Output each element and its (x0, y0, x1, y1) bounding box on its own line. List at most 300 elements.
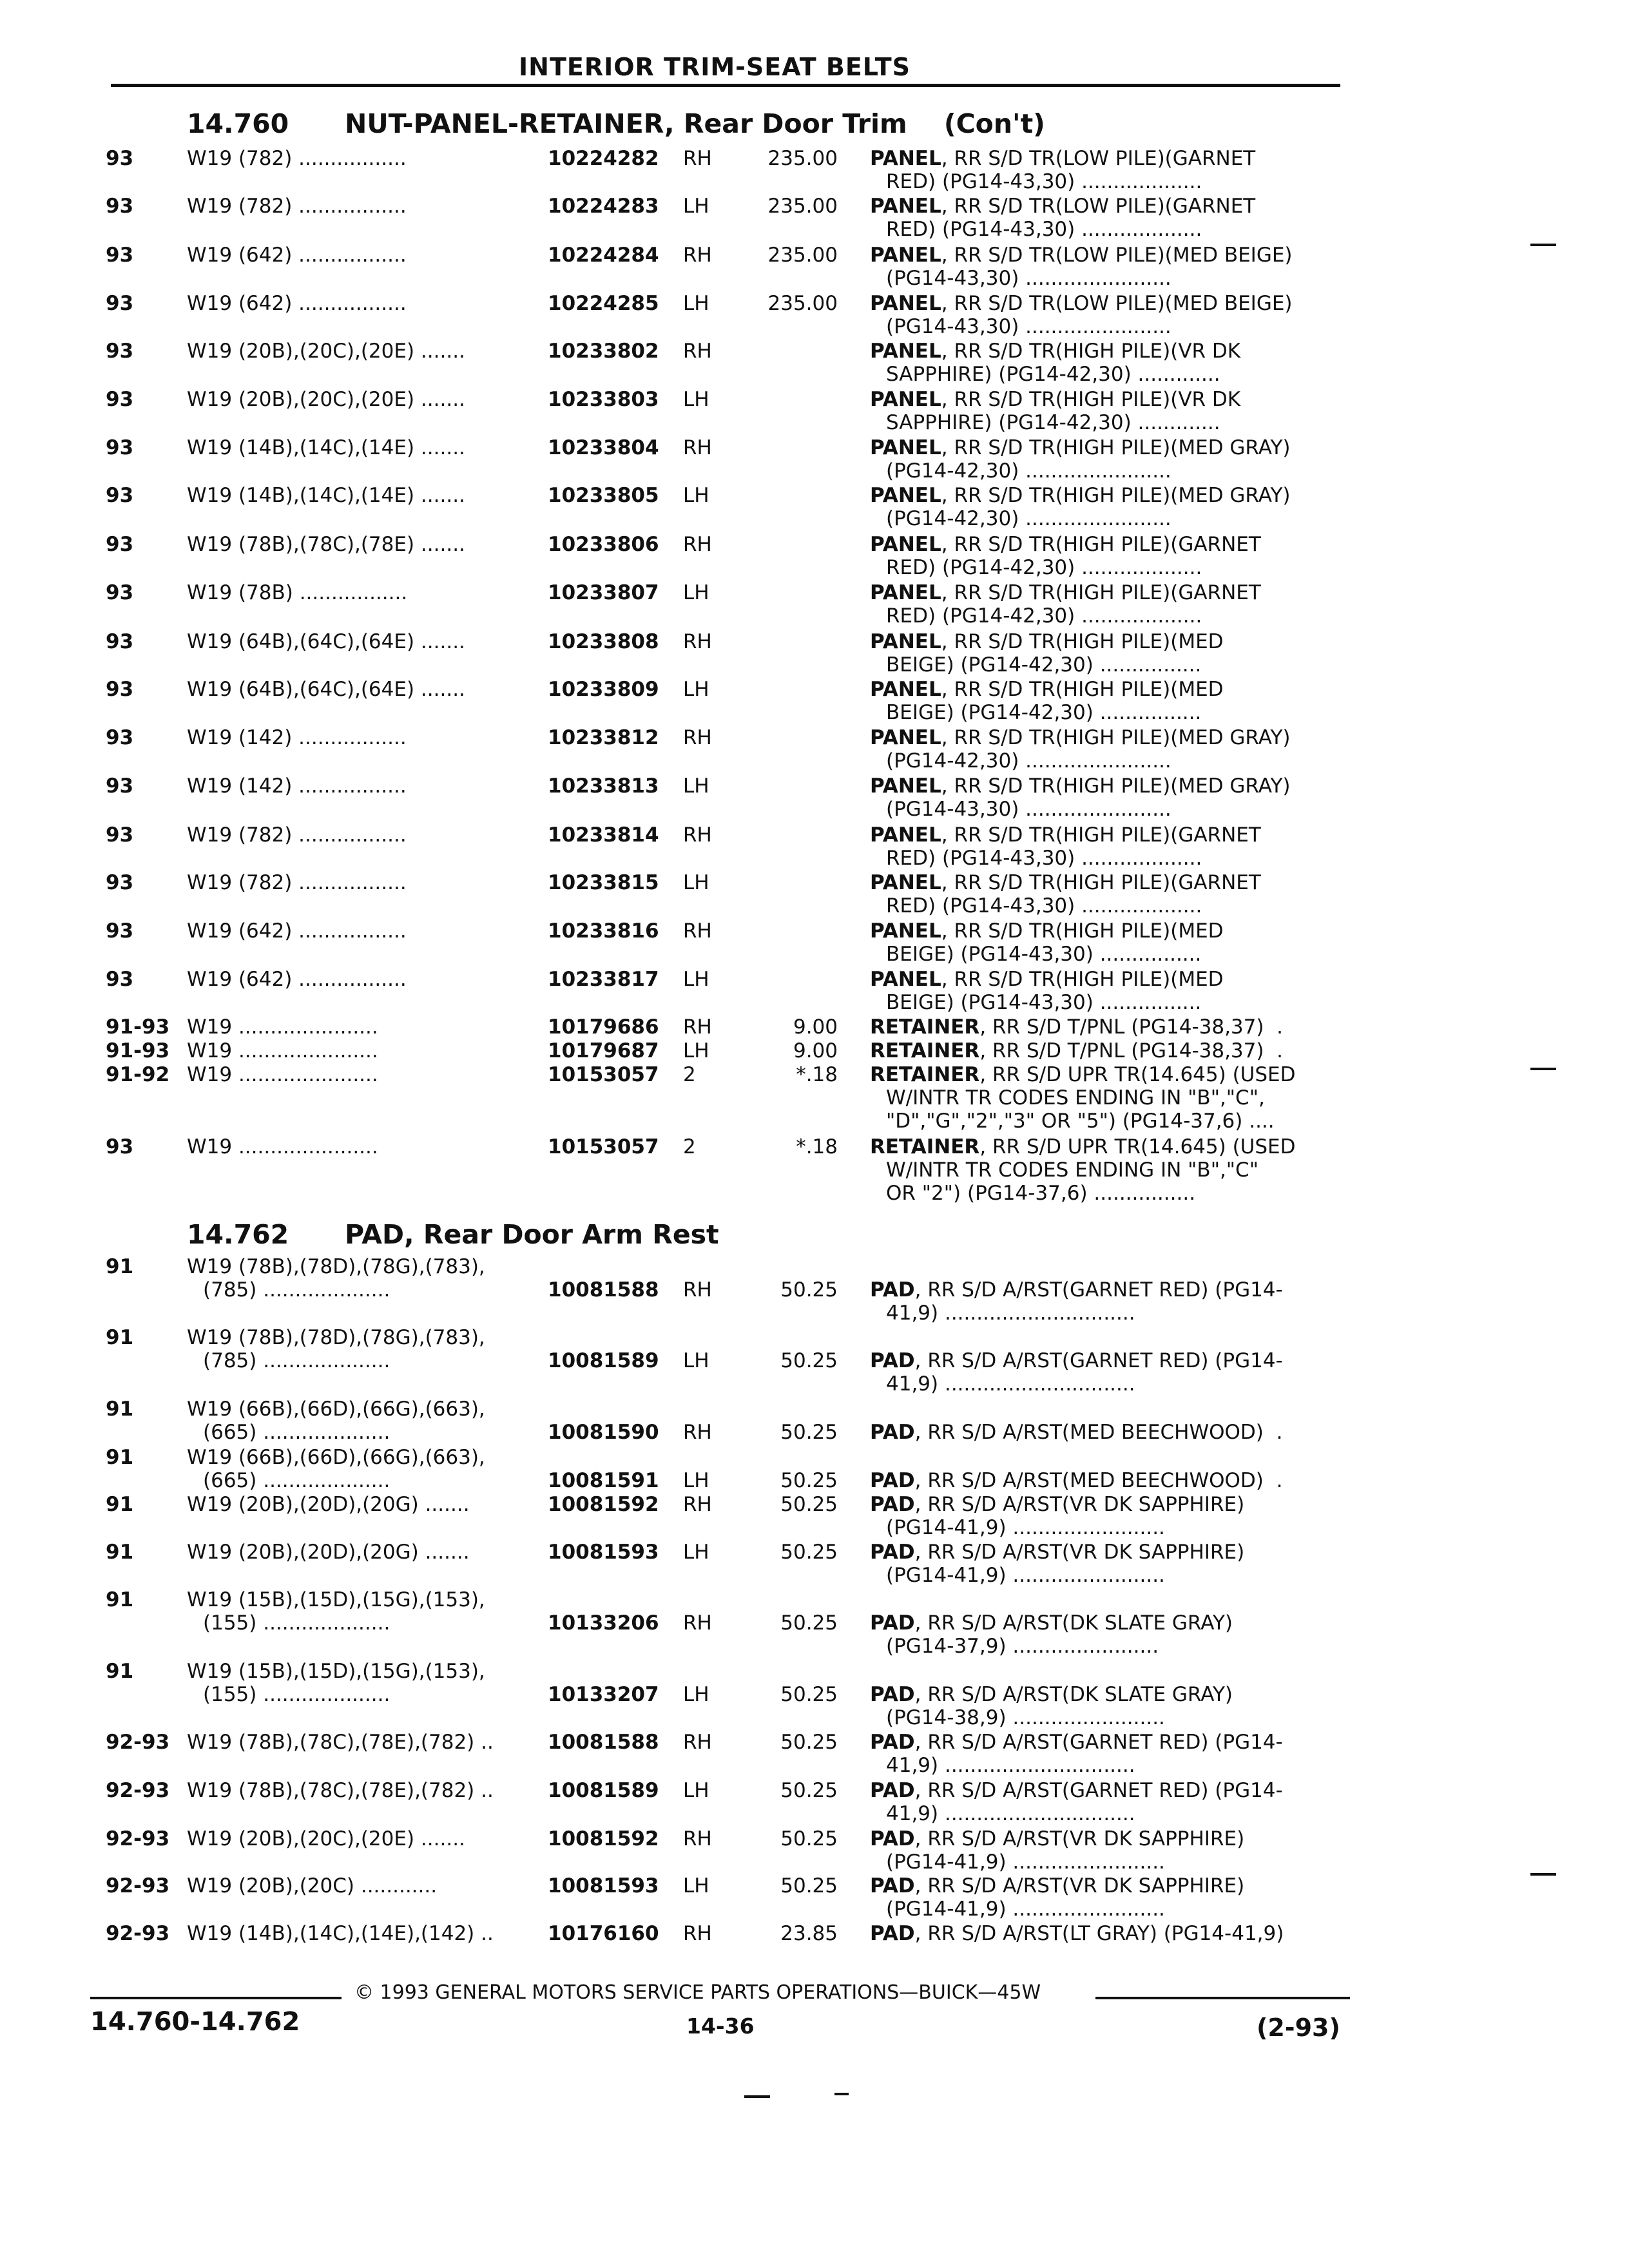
application-continued: (665) .................... (203, 1421, 390, 1444)
price: 50.25 (780, 1349, 838, 1372)
model-year: 92-93 (106, 1874, 170, 1898)
description-text: , RR S/D TR(HIGH PILE)(MED (941, 630, 1224, 653)
description-continued: (PG14-41,9) ........................ (886, 1564, 1165, 1587)
price: 235.00 (767, 147, 838, 170)
part-number: 10224282 (548, 147, 659, 170)
description-continued: 41,9) .............................. (886, 1302, 1135, 1325)
description-continued: 41,9) .............................. (886, 1754, 1135, 1777)
application: W19 (642) ................. (187, 968, 407, 991)
part-number: 10081589 (548, 1349, 659, 1372)
description-text: , RR S/D TR(LOW PILE)(MED BEIGE) (941, 292, 1293, 315)
description-text: , RR S/D T/PNL (PG14-38,37) . (979, 1015, 1284, 1039)
description (870, 1469, 1340, 1492)
description-continued: RED) (PG14-42,30) ................... (886, 604, 1202, 628)
description-text: , RR S/D A/RST(VR DK SAPPHIRE) (914, 1874, 1245, 1898)
part-name: RETAINER (870, 1039, 980, 1062)
application-continued: (155) .................... (203, 1611, 390, 1635)
application: W19 (20B),(20C),(20E) ....... (187, 1827, 465, 1850)
description (870, 919, 1340, 943)
description-continued: (PG14-42,30) ....................... (886, 749, 1171, 773)
application: W19 (782) ................. (187, 871, 407, 894)
part-name: PANEL (870, 388, 941, 411)
description-text: , RR S/D A/RST(DK SLATE GRAY) (914, 1611, 1233, 1635)
application: W19 (78B) ................. (187, 581, 408, 604)
description (870, 1135, 1340, 1158)
description-text: , RR S/D TR(LOW PILE)(GARNET (941, 147, 1256, 170)
part-name: PAD (870, 1541, 915, 1564)
description (870, 292, 1340, 315)
price: 50.25 (780, 1541, 838, 1564)
description-text: , RR S/D A/RST(GARNET RED) (PG14- (914, 1779, 1283, 1802)
part-entry (97, 195, 1353, 242)
part-number: 10233817 (548, 968, 659, 991)
part-number: 10179687 (548, 1039, 659, 1062)
description-text: , RR S/D TR(HIGH PILE)(MED (941, 968, 1224, 991)
footer-page-number: 14-36 (686, 2013, 755, 2039)
application: W19 (20B),(20C),(20E) ....... (187, 340, 465, 363)
part-number: 10233808 (548, 630, 659, 653)
part-entry (97, 1779, 1353, 1827)
quantity: RH (683, 1922, 712, 1945)
part-name: PANEL (870, 919, 941, 943)
model-year: 93 (106, 292, 134, 315)
description (870, 726, 1340, 749)
description-text: , RR S/D TR(HIGH PILE)(MED (941, 919, 1224, 943)
application: W19 (20B),(20D),(20G) ....... (187, 1493, 470, 1516)
description (870, 1278, 1340, 1302)
description-text: , RR S/D TR(HIGH PILE)(GARNET (941, 823, 1261, 847)
description-continued: BEIGE) (PG14-42,30) ................ (886, 653, 1202, 677)
price: 235.00 (767, 195, 838, 218)
section-name: NUT-PANEL-RETAINER, Rear Door Trim (Con't) (345, 108, 1045, 139)
quantity: RH (683, 1421, 712, 1444)
description-text: , RR S/D TR(LOW PILE)(MED BEIGE) (941, 244, 1293, 267)
description (870, 1039, 1340, 1062)
price: 235.00 (767, 244, 838, 267)
description (870, 871, 1340, 894)
description-text: , RR S/D A/RST(GARNET RED) (PG14- (914, 1278, 1283, 1302)
description (870, 1731, 1340, 1754)
part-entry (97, 1660, 1353, 1729)
model-year: 93 (106, 871, 134, 894)
part-name: PAD (870, 1493, 915, 1516)
application: W19 (78B),(78D),(78G),(783), (187, 1326, 485, 1349)
application: W19 (142) ................. (187, 726, 407, 749)
part-name: PAD (870, 1922, 915, 1945)
quantity: RH (683, 726, 712, 749)
part-number: 10233804 (548, 436, 659, 459)
description (870, 1874, 1340, 1898)
description (870, 968, 1340, 991)
part-number: 10133206 (548, 1611, 659, 1635)
description-continued: 41,9) .............................. (886, 1372, 1135, 1396)
part-number: 10153057 (548, 1135, 659, 1158)
page-title: INTERIOR TRIM-SEAT BELTS (519, 53, 911, 81)
part-entry (97, 630, 1353, 678)
part-name: PANEL (870, 244, 941, 267)
model-year: 93 (106, 823, 134, 847)
description-continued: BEIGE) (PG14-43,30) ................ (886, 943, 1202, 966)
part-number: 10233807 (548, 581, 659, 604)
part-name: PAD (870, 1731, 915, 1754)
price: 50.25 (780, 1683, 838, 1706)
margin-mark (1530, 244, 1556, 246)
description-continued: (PG14-41,9) ........................ (886, 1516, 1165, 1539)
part-name: PANEL (870, 195, 941, 218)
model-year: 93 (106, 678, 134, 701)
part-number: 10233806 (548, 533, 659, 556)
price: 50.25 (780, 1421, 838, 1444)
part-number: 10224284 (548, 244, 659, 267)
model-year: 92-93 (106, 1922, 170, 1945)
description-text: , RR S/D TR(HIGH PILE)(MED GRAY) (941, 726, 1291, 749)
description (870, 484, 1340, 507)
application: W19 (20B),(20D),(20G) ....... (187, 1541, 470, 1564)
quantity: LH (683, 774, 709, 798)
quantity: RH (683, 1493, 712, 1516)
part-number: 10233803 (548, 388, 659, 411)
application: W19 (642) ................. (187, 919, 407, 943)
description-continued: (PG14-41,9) ........................ (886, 1850, 1165, 1874)
quantity: RH (683, 436, 712, 459)
margin-mark (744, 2095, 770, 2098)
model-year: 91 (106, 1493, 134, 1516)
application: W19 (782) ................. (187, 823, 407, 847)
price: 50.25 (780, 1874, 838, 1898)
description-continued: RED) (PG14-42,30) ................... (886, 556, 1202, 579)
model-year: 91 (106, 1588, 134, 1611)
description-continued: OR "2") (PG14-37,6) ................ (886, 1182, 1196, 1205)
description (870, 1349, 1340, 1372)
part-name: PANEL (870, 581, 941, 604)
part-number: 10081592 (548, 1493, 659, 1516)
part-name: PAD (870, 1349, 915, 1372)
quantity: LH (683, 678, 709, 701)
description (870, 1063, 1340, 1086)
description-continued: (PG14-43,30) ....................... (886, 315, 1171, 338)
application: W19 ...................... (187, 1039, 378, 1062)
price: 23.85 (780, 1922, 838, 1945)
part-entry (97, 340, 1353, 387)
application: W19 (20B),(20C),(20E) ....... (187, 388, 465, 411)
model-year: 93 (106, 340, 134, 363)
model-year: 93 (106, 484, 134, 507)
margin-mark (1530, 1873, 1556, 1876)
model-year: 92-93 (106, 1731, 170, 1754)
part-number: 10233815 (548, 871, 659, 894)
model-year: 93 (106, 436, 134, 459)
description (870, 436, 1340, 459)
description (870, 581, 1340, 604)
part-name: PANEL (870, 678, 941, 701)
price: *.18 (796, 1063, 838, 1086)
section-header (0, 108, 1629, 140)
description-text: , RR S/D A/RST(LT GRAY) (PG14-41,9) (914, 1922, 1284, 1945)
quantity: LH (683, 581, 709, 604)
description (870, 630, 1340, 653)
part-name: PANEL (870, 823, 941, 847)
description-text: , RR S/D A/RST(GARNET RED) (PG14- (914, 1349, 1283, 1372)
description (870, 147, 1340, 170)
model-year: 91 (106, 1326, 134, 1349)
description-continued: (PG14-37,9) ....................... (886, 1635, 1159, 1658)
description-continued: W/INTR TR CODES ENDING IN "B","C", (886, 1086, 1265, 1110)
price: 50.25 (780, 1278, 838, 1302)
description-text: , RR S/D UPR TR(14.645) (USED (979, 1063, 1296, 1086)
application: W19 (66B),(66D),(66G),(663), (187, 1398, 485, 1421)
price: 9.00 (793, 1039, 838, 1062)
part-name: PANEL (870, 484, 941, 507)
part-entry (97, 147, 1353, 195)
description-continued: (PG14-42,30) ....................... (886, 507, 1171, 530)
quantity: RH (683, 340, 712, 363)
model-year: 93 (106, 147, 134, 170)
application: W19 ...................... (187, 1063, 378, 1086)
quantity: LH (683, 292, 709, 315)
description-continued: "D","G","2","3" OR "5") (PG14-37,6) .... (886, 1110, 1275, 1133)
quantity: LH (683, 871, 709, 894)
model-year: 93 (106, 968, 134, 991)
part-number: 10224285 (548, 292, 659, 315)
model-year: 91 (106, 1398, 134, 1421)
part-entry (97, 1827, 1353, 1875)
header-rule (111, 84, 1340, 87)
part-name: PAD (870, 1469, 915, 1492)
part-entry (97, 919, 1353, 967)
price: 50.25 (780, 1779, 838, 1802)
description (870, 1493, 1340, 1516)
model-year: 91-93 (106, 1015, 170, 1039)
price: 235.00 (767, 292, 838, 315)
model-year: 91 (106, 1255, 134, 1278)
part-entry (97, 533, 1353, 581)
part-entry (97, 1446, 1353, 1494)
part-entry (97, 292, 1353, 340)
model-year: 93 (106, 1135, 134, 1158)
description-continued: 41,9) .............................. (886, 1802, 1135, 1825)
description (870, 244, 1340, 267)
price: 50.25 (780, 1493, 838, 1516)
description-text: , RR S/D TR(LOW PILE)(GARNET (941, 195, 1256, 218)
model-year: 93 (106, 774, 134, 798)
margin-mark (834, 2093, 849, 2095)
description-text: , RR S/D A/RST(MED BEECHWOOD) . (914, 1469, 1283, 1492)
quantity: RH (683, 1611, 712, 1635)
quantity: LH (683, 1039, 709, 1062)
part-name: PANEL (870, 726, 941, 749)
application-continued: (785) .................... (203, 1349, 390, 1372)
part-number: 10133207 (548, 1683, 659, 1706)
part-number: 10081591 (548, 1469, 659, 1492)
quantity: LH (683, 1683, 709, 1706)
part-number: 10233802 (548, 340, 659, 363)
model-year: 91 (106, 1446, 134, 1469)
quantity: RH (683, 244, 712, 267)
price: 50.25 (780, 1731, 838, 1754)
quantity: RH (683, 1015, 712, 1039)
description (870, 774, 1340, 798)
footer-revision: (2-93) (1257, 2013, 1340, 2042)
description-text: , RR S/D T/PNL (PG14-38,37) . (979, 1039, 1284, 1062)
part-entry (97, 1135, 1353, 1205)
model-year: 93 (106, 726, 134, 749)
description (870, 1541, 1340, 1564)
description-text: , RR S/D TR(HIGH PILE)(MED GRAY) (941, 774, 1291, 798)
quantity: LH (683, 1541, 709, 1564)
part-entry (97, 678, 1353, 726)
footer-rule-left (90, 1997, 342, 1999)
description (870, 195, 1340, 218)
part-name: PANEL (870, 774, 941, 798)
application: W19 (642) ................. (187, 244, 407, 267)
description (870, 823, 1340, 847)
model-year: 93 (106, 581, 134, 604)
description (870, 678, 1340, 701)
footer-copyright: © 1993 GENERAL MOTORS SERVICE PARTS OPERATIONS—BUICK—45W (354, 1981, 1041, 2004)
description-continued: RED) (PG14-43,30) ................... (886, 847, 1202, 870)
application: W19 (64B),(64C),(64E) ....... (187, 630, 465, 653)
part-number: 10233813 (548, 774, 659, 798)
application: W19 (142) ................. (187, 774, 407, 798)
part-name: PANEL (870, 340, 941, 363)
quantity: RH (683, 823, 712, 847)
model-year: 93 (106, 244, 134, 267)
description-continued: SAPPHIRE) (PG14-42,30) ............. (886, 411, 1220, 434)
description-text: , RR S/D A/RST(VR DK SAPPHIRE) (914, 1827, 1245, 1850)
application: W19 (642) ................. (187, 292, 407, 315)
part-name: PAD (870, 1779, 915, 1802)
application: W19 (78B),(78C),(78E),(782) .. (187, 1779, 494, 1802)
description-text: , RR S/D A/RST(DK SLATE GRAY) (914, 1683, 1233, 1706)
quantity: RH (683, 630, 712, 653)
quantity: LH (683, 1469, 709, 1492)
application: W19 (15B),(15D),(15G),(153), (187, 1660, 485, 1683)
application: W19 (15B),(15D),(15G),(153), (187, 1588, 485, 1611)
part-number: 10081593 (548, 1874, 659, 1898)
quantity: RH (683, 1731, 712, 1754)
description-text: , RR S/D TR(HIGH PILE)(VR DK (941, 340, 1241, 363)
part-number: 10233805 (548, 484, 659, 507)
description-text: , RR S/D TR(HIGH PILE)(GARNET (941, 533, 1261, 556)
footer-section-range: 14.760-14.762 (90, 2007, 300, 2037)
description-continued: (PG14-43,30) ....................... (886, 267, 1171, 290)
part-entry (97, 1063, 1353, 1133)
part-entry (97, 726, 1353, 774)
part-name: PANEL (870, 630, 941, 653)
part-name: PAD (870, 1683, 915, 1706)
description (870, 340, 1340, 363)
quantity: RH (683, 147, 712, 170)
quantity: 2 (683, 1135, 696, 1158)
description-text: , RR S/D TR(HIGH PILE)(MED GRAY) (941, 436, 1291, 459)
section-number: 14.760 (187, 108, 289, 139)
application: W19 (64B),(64C),(64E) ....... (187, 678, 465, 701)
part-number: 10153057 (548, 1063, 659, 1086)
application: W19 (78B),(78C),(78E) ....... (187, 533, 465, 556)
description-continued: BEIGE) (PG14-43,30) ................ (886, 991, 1202, 1014)
description-continued: RED) (PG14-43,30) ................... (886, 894, 1202, 918)
price: *.18 (796, 1135, 838, 1158)
model-year: 93 (106, 533, 134, 556)
part-name: PAD (870, 1421, 915, 1444)
section-header (0, 1219, 1629, 1251)
description-continued: W/INTR TR CODES ENDING IN "B","C" (886, 1158, 1258, 1182)
description-continued: RED) (PG14-43,30) ................... (886, 170, 1202, 193)
part-name: RETAINER (870, 1015, 980, 1039)
description-text: , RR S/D TR(HIGH PILE)(MED GRAY) (941, 484, 1291, 507)
model-year: 93 (106, 919, 134, 943)
application: W19 (78B),(78C),(78E),(782) .. (187, 1731, 494, 1754)
footer-rule-right (1095, 1997, 1350, 1999)
model-year: 91-92 (106, 1063, 170, 1086)
part-name: PANEL (870, 292, 941, 315)
part-entry (97, 1326, 1353, 1396)
margin-mark (1530, 1068, 1556, 1070)
description (870, 388, 1340, 411)
part-entry (97, 484, 1353, 532)
part-number: 10233809 (548, 678, 659, 701)
quantity: LH (683, 1874, 709, 1898)
part-entry (97, 1922, 1353, 1970)
description-text: , RR S/D A/RST(VR DK SAPPHIRE) (914, 1493, 1245, 1516)
application-continued: (785) .................... (203, 1278, 390, 1302)
quantity: LH (683, 1349, 709, 1372)
quantity: LH (683, 1779, 709, 1802)
part-entry (97, 1398, 1353, 1445)
application: W19 (20B),(20C) ............ (187, 1874, 438, 1898)
quantity: RH (683, 533, 712, 556)
part-number: 10233812 (548, 726, 659, 749)
model-year: 91 (106, 1660, 134, 1683)
quantity: LH (683, 388, 709, 411)
part-name: PANEL (870, 147, 941, 170)
description-continued: (PG14-43,30) ....................... (886, 798, 1171, 821)
description-continued: BEIGE) (PG14-42,30) ................ (886, 701, 1202, 724)
quantity: RH (683, 1278, 712, 1302)
part-entry (97, 968, 1353, 1015)
section-name: PAD, Rear Door Arm Rest (345, 1219, 719, 1250)
part-name: PANEL (870, 533, 941, 556)
price: 9.00 (793, 1015, 838, 1039)
price: 50.25 (780, 1611, 838, 1635)
description-text: , RR S/D A/RST(GARNET RED) (PG14- (914, 1731, 1283, 1754)
application: W19 (14B),(14C),(14E),(142) .. (187, 1922, 494, 1945)
section-number: 14.762 (187, 1219, 289, 1250)
part-name: RETAINER (870, 1063, 980, 1086)
quantity: RH (683, 1827, 712, 1850)
description-continued: (PG14-42,30) ....................... (886, 459, 1171, 483)
application-continued: (155) .................... (203, 1683, 390, 1706)
part-name: PAD (870, 1827, 915, 1850)
part-number: 10179686 (548, 1015, 659, 1039)
part-entry (97, 1255, 1353, 1325)
part-entry (97, 1588, 1353, 1658)
model-year: 93 (106, 195, 134, 218)
part-entry (97, 581, 1353, 629)
application: W19 ...................... (187, 1015, 378, 1039)
part-entry (97, 436, 1353, 484)
part-number: 10176160 (548, 1922, 659, 1945)
description-text: , RR S/D TR(HIGH PILE)(MED (941, 678, 1224, 701)
model-year: 91-93 (106, 1039, 170, 1062)
part-entry (97, 244, 1353, 291)
model-year: 92-93 (106, 1779, 170, 1802)
part-entry (97, 1874, 1353, 1922)
description-text: , RR S/D A/RST(VR DK SAPPHIRE) (914, 1541, 1245, 1564)
price: 50.25 (780, 1469, 838, 1492)
application: W19 (66B),(66D),(66G),(663), (187, 1446, 485, 1469)
part-entry (97, 871, 1353, 919)
